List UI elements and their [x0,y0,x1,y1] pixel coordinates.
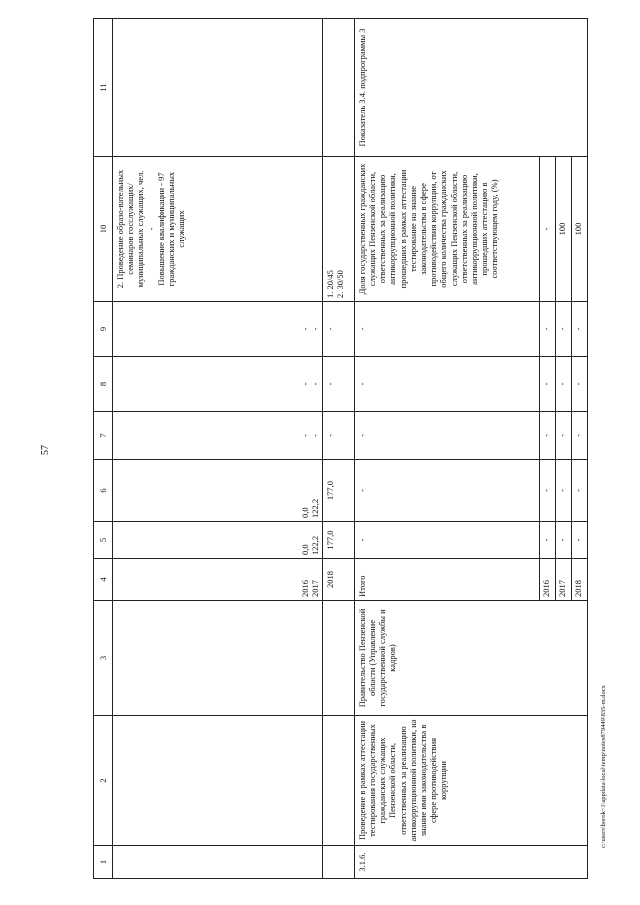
table-cell [113,716,323,846]
value-text: 122,2 [309,498,320,518]
value-text: - [299,382,310,386]
value-cell: - [556,460,572,522]
measure-description: Проведение в рамках аттестации тестирования государственных гражданских служащих Пензенской области, ответственных за реализацию антикоррупционной политики, на знание ими законодательства в сфере противодействия коррупции [354,716,587,846]
value-cell: - [354,302,539,357]
value-cell: - [572,302,588,357]
value-cell: - [572,522,588,559]
value-text: 0,0 [299,507,310,518]
value-cell: - [572,412,588,460]
table-cell [113,601,323,716]
total-label: Итого [354,559,539,601]
value-text: - [299,434,310,437]
col-number-7: 7 [94,412,113,460]
value-cell: - [556,522,572,559]
year-cell: 2016 [540,559,556,601]
value-cell: - [540,460,556,522]
value-cell: - [572,460,588,522]
indicator-text: 2. 30/50 [335,270,346,298]
value-cell: - [572,357,588,412]
value-cell: - [323,357,355,412]
year-label: 2016 [299,580,310,597]
table-row [354,19,539,879]
col-number-11: 11 [94,19,113,157]
col-number-1: 1 [94,846,113,879]
value-cell: 100 [572,157,588,302]
value-cell [113,357,323,412]
value-cell: 177,0 [323,522,355,559]
indicator-text: - [145,227,156,231]
col-number-5: 5 [94,522,113,559]
value-cell [113,522,323,559]
footer-file-path: c:\users\borok~1\appdata\local\temp\notes879449\835-m.docx [600,685,607,848]
col-number-10: 10 [94,157,113,302]
value-cell [113,412,323,460]
col-number-2: 2 [94,716,113,846]
col-number-6: 6 [94,460,113,522]
year-label: 2017 [309,580,320,597]
value-text: 0,0 [299,544,310,555]
table-cell [323,601,355,716]
table-row [113,19,323,879]
value-cell: - [354,460,539,522]
year-cell: 2018 [572,559,588,601]
item-number: 3.1.6. [354,846,587,879]
page-number: 57 [40,445,51,455]
value-cell: - [556,357,572,412]
value-cell: - [354,412,539,460]
indicator-cell [323,157,355,302]
column-number-row [94,19,113,879]
indicator-text: Повышение квалификации - 97 гражданских и муниципальных служащих [155,171,187,287]
value-cell [113,302,323,357]
value-cell: 177,0 [323,460,355,522]
value-text: - [309,327,320,331]
value-text: 122,2 [309,535,320,555]
value-cell: - [540,412,556,460]
executor: Правительство Пензенской области (Управление государственной службы и кадров) [354,601,587,716]
indicator-cell [113,157,323,302]
indicator-text: 2. Проведение образо-вательных семинаров госслужащих/ муниципальных служащих, чел. [115,169,146,289]
col-number-4: 4 [94,559,113,601]
value-cell: - [540,522,556,559]
value-cell: - [540,357,556,412]
program-link: Показатель 3.4. подпрограммы 3 [354,19,587,157]
value-cell: - [323,302,355,357]
value-cell [113,460,323,522]
value-cell: - [556,302,572,357]
program-table [93,18,588,879]
value-cell: - [540,302,556,357]
indicator-cell: Доля государственных гражданских служащих Пензенской области, ответственных за реализацию антикоррупционной политики, прошедших в рамках аттестации тестирование на знание законодательства в сфере противодействия коррупции, от общего количества гражданских служащих Пензенской области, ответственных за реализацию антикоррупционной политики, прошедших аттестацию в соответствующем году, (%) [354,157,539,302]
indicator-text: 1. 20/45 [325,270,335,298]
value-text: - [299,327,310,331]
value-cell: - [540,157,556,302]
value-text: - [309,382,320,386]
value-cell: - [556,412,572,460]
table-cell [323,846,355,879]
table-cell [323,716,355,846]
col-number-9: 9 [94,302,113,357]
col-number-3: 3 [94,601,113,716]
table-row [323,19,355,879]
value-cell: - [323,412,355,460]
value-text: - [309,434,320,437]
value-cell: - [354,522,539,559]
table-cell [113,19,323,157]
value-cell: 100 [556,157,572,302]
year-cell: 2018 [323,559,355,601]
rotated-table-wrapper [93,19,588,879]
value-cell: - [354,357,539,412]
col-number-8: 8 [94,357,113,412]
table-cell [113,846,323,879]
table-cell [323,19,355,157]
year-cell [113,559,323,601]
year-cell: 2017 [556,559,572,601]
